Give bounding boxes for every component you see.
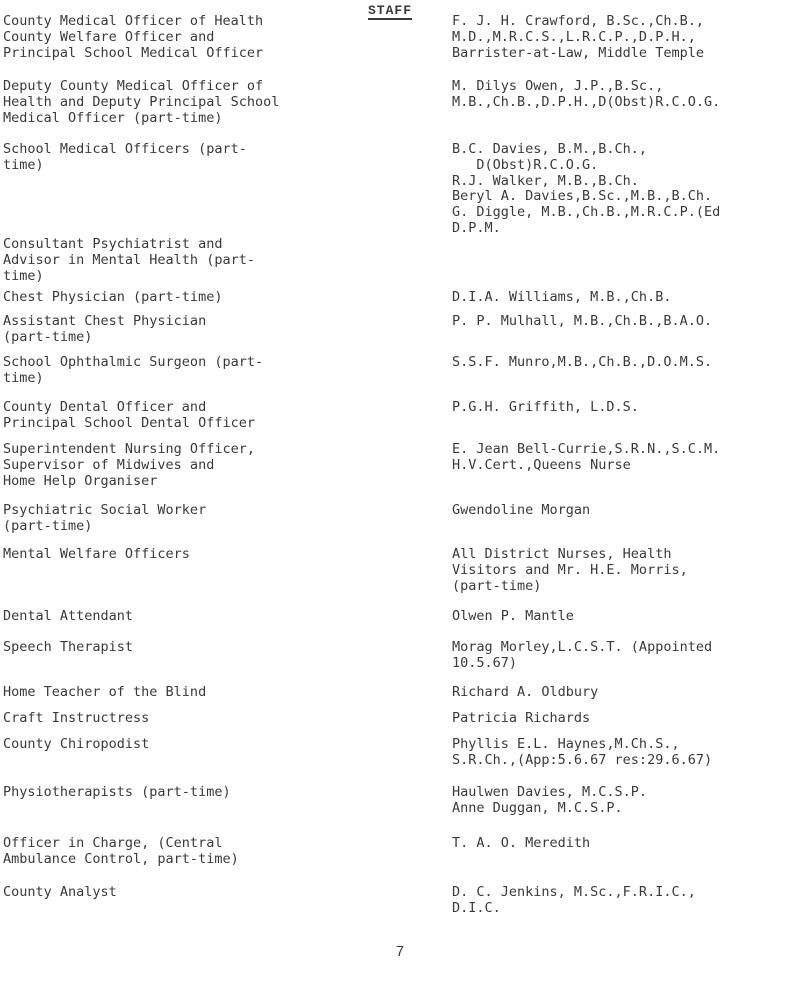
post-title: Psychiatric Social Worker (part-time) <box>3 502 207 534</box>
post-title: County Medical Officer of Health County Welfare Officer and Principal School Medical Officer <box>3 13 264 61</box>
post-title: Dental Attendant <box>3 608 134 624</box>
post-title: Speech Therapist <box>3 639 134 655</box>
post-title: School Medical Officers (part- time) <box>3 141 247 173</box>
post-holder: D. C. Jenkins, M.Sc.,F.R.I.C., D.I.C. <box>452 884 696 916</box>
post-title: Deputy County Medical Officer of Health and Deputy Principal School Medical Officer (part-time) <box>3 78 280 126</box>
post-holder: E. Jean Bell-Currie,S.R.N.,S.C.M. H.V.Cert.,Queens Nurse <box>452 441 721 473</box>
post-title: Physiotherapists (part-time) <box>3 784 231 800</box>
post-title: Mental Welfare Officers <box>3 546 190 562</box>
post-holder: Richard A. Oldbury <box>452 684 599 700</box>
post-title: Home Teacher of the Blind <box>3 684 207 700</box>
post-holder: D.I.A. Williams, M.B.,Ch.B. <box>452 289 672 305</box>
post-holder: Gwendoline Morgan <box>452 502 591 518</box>
post-holder: F. J. H. Crawford, B.Sc.,Ch.B., M.D.,M.R.C.S.,L.R.C.P.,D.P.H., Barrister-at-Law, Middle Temple <box>452 13 704 61</box>
post-holder: Patricia Richards <box>452 710 591 726</box>
post-title: Assistant Chest Physician (part-time) <box>3 313 207 345</box>
post-title: Craft Instructress <box>3 710 150 726</box>
post-title: County Dental Officer and Principal School Dental Officer <box>3 399 255 431</box>
post-holder: P.G.H. Griffith, L.D.S. <box>452 399 639 415</box>
post-holder: B.C. Davies, B.M.,B.Ch., D(Obst)R.C.O.G. R.J. Walker, M.B.,B.Ch. Beryl A. Davies,B.Sc.,M.B.,B.Ch. G. Diggle, M.B.,Ch.B.,M.R.C.P.(Ed D.P.M. <box>452 141 721 236</box>
post-holder: M. Dilys Owen, J.P.,B.Sc., M.B.,Ch.B.,D.P.H.,D(Obst)R.C.O.G. <box>452 78 721 110</box>
post-holder: All District Nurses, Health Visitors and Mr. H.E. Morris, (part-time) <box>452 546 688 594</box>
post-holder: P. P. Mulhall, M.B.,Ch.B.,B.A.O. <box>452 313 713 329</box>
page-number: 7 <box>395 944 405 961</box>
post-holder: Haulwen Davies, M.C.S.P. Anne Duggan, M.C.S.P. <box>452 784 648 816</box>
post-title: County Analyst <box>3 884 117 900</box>
post-title: County Chiropodist <box>3 736 150 752</box>
post-title: Chest Physician (part-time) <box>3 289 223 305</box>
post-holder: Morag Morley,L.C.S.T. (Appointed 10.5.67) <box>452 639 713 671</box>
post-title: School Ophthalmic Surgeon (part- time) <box>3 354 264 386</box>
post-holder: Phyllis E.L. Haynes,M.Ch.S., S.R.Ch.,(App:5.6.67 res:29.6.67) <box>452 736 713 768</box>
post-title: Officer in Charge, (Central Ambulance Control, part-time) <box>3 835 239 867</box>
post-holder: T. A. O. Meredith <box>452 835 591 851</box>
post-holder: Olwen P. Mantle <box>452 608 574 624</box>
post-title: Consultant Psychiatrist and Advisor in Mental Health (part- time) <box>3 236 255 284</box>
page-heading: STAFF <box>368 3 413 18</box>
post-holder: S.S.F. Munro,M.B.,Ch.B.,D.O.M.S. <box>452 354 713 370</box>
post-title: Superintendent Nursing Officer, Supervisor of Midwives and Home Help Organiser <box>3 441 255 489</box>
